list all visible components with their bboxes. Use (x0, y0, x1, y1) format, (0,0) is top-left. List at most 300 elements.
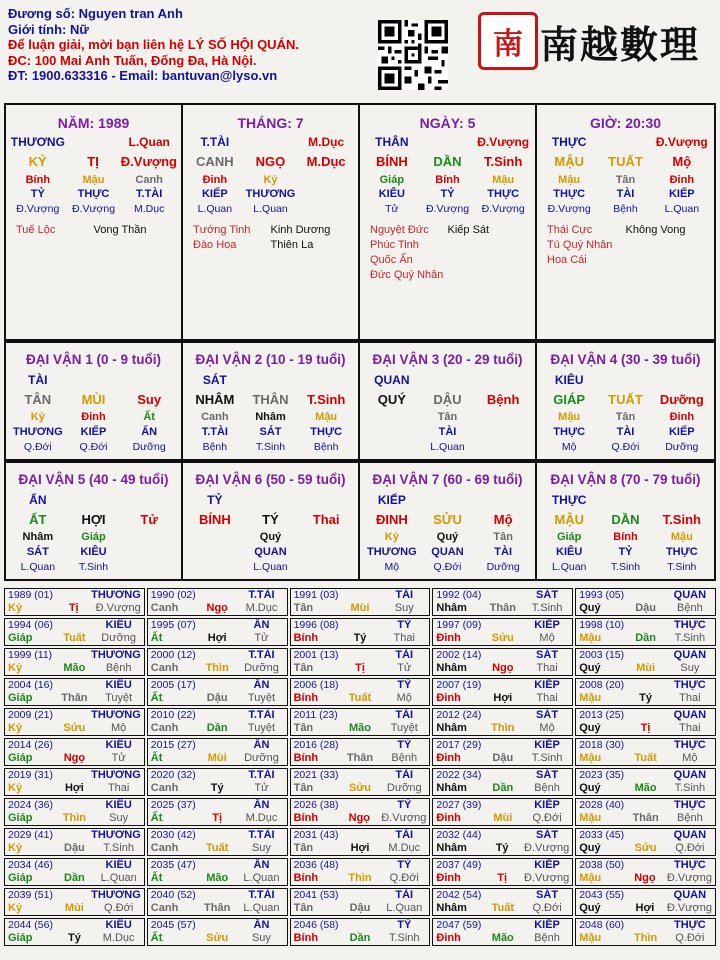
dv-hidden-god-value: SÁT (259, 426, 282, 438)
stem-branch (537, 151, 714, 173)
dv-hidden-stem-value: Mậu (315, 411, 338, 423)
hidden-stem-value: Tân (615, 174, 636, 186)
year-line2 (294, 632, 427, 645)
year-branch: Tý (67, 932, 81, 944)
year-phase: Mộ (539, 722, 555, 734)
hidden-god-value: THƯƠNG (245, 188, 296, 200)
year-line2 (151, 752, 284, 765)
year-line2 (8, 812, 141, 825)
year-phase: Q.Đới (675, 932, 705, 944)
year-phase: Bệnh (391, 752, 418, 764)
year-stem: Mậu (579, 932, 602, 944)
ten-god-value (243, 133, 299, 151)
dv-god-value (420, 370, 476, 390)
year-god: KIÊU (105, 859, 132, 871)
dv-life-phase (6, 560, 181, 574)
year-god: T.TÀI (248, 889, 275, 901)
year-label: 2042 (54) (436, 889, 482, 901)
year-stem: Nhâm (436, 902, 467, 914)
year-cell (432, 618, 573, 646)
year-phase: M.Dục (245, 812, 278, 824)
year-god: SÁT (536, 769, 559, 781)
year-line2 (8, 602, 141, 615)
year-stem: Ất (150, 752, 163, 764)
year-line2 (8, 752, 141, 765)
dv-god-value (654, 490, 710, 510)
year-phase: T.Sinh (531, 602, 563, 614)
ten-god-value: THÂN (375, 135, 409, 149)
address: ĐC: 100 Mai Anh Tuấn, Đống Đa, Hà Nội. (8, 52, 257, 68)
life-phase-value: Đ.Vượng (425, 203, 470, 215)
year-phase: Q.Đới (675, 842, 705, 854)
year-phase: Mộ (682, 752, 698, 764)
year-line1 (579, 769, 712, 782)
year-label: 1990 (02) (150, 589, 196, 601)
ten-god-value (420, 133, 476, 151)
year-branch: Sửu (63, 722, 86, 734)
year-line2 (294, 842, 427, 855)
year-cell (147, 648, 288, 676)
dv-life-phase-value: T.Sinh (610, 561, 641, 573)
life-phase-value: Bệnh (613, 203, 638, 215)
year-line2 (8, 692, 141, 705)
year-cell (432, 858, 573, 886)
year-phase: Bệnh (534, 782, 560, 794)
dv-life-phase (537, 560, 714, 574)
dv-god-value (298, 490, 354, 510)
year-stem: Canh (150, 902, 179, 914)
year-line1 (294, 829, 427, 842)
year-line1 (8, 889, 141, 902)
year-phase: L.Quan (100, 872, 137, 884)
year-cell (290, 648, 431, 676)
year-stem: Nhâm (436, 842, 467, 854)
year-line2 (294, 782, 427, 795)
dv-god-value (66, 490, 122, 510)
year-god: TỶ (397, 919, 412, 931)
stem-branch-value: Mộ (672, 154, 692, 169)
pillar-title: THÁNG: 7 (237, 115, 304, 131)
year-phase: Dưỡng (101, 632, 137, 644)
year-line1 (436, 589, 569, 602)
year-line2 (579, 812, 712, 825)
year-label: 2039 (51) (8, 889, 53, 901)
year-label: 2025 (37) (150, 799, 196, 811)
life-phase-value: Đ.Vượng (481, 203, 525, 215)
year-stem: Ất (150, 812, 163, 824)
year-label: 2028 (40) (579, 799, 625, 811)
year-line2 (436, 602, 569, 615)
dv-god-value (66, 370, 122, 390)
dv-god (183, 370, 358, 390)
year-line2 (579, 632, 712, 645)
year-cell (290, 828, 431, 856)
year-line2 (8, 782, 141, 795)
dv-life-phase (360, 560, 535, 574)
year-label: 1992 (04) (436, 589, 482, 601)
year-line1 (436, 829, 569, 842)
year-cell (575, 768, 716, 796)
dv-hidden-god (537, 425, 714, 440)
year-stem: Kỷ (8, 902, 23, 914)
dv-life-phase-value (187, 560, 243, 574)
dv-hidden-stem-value: Giáp (81, 531, 106, 543)
ten-god-value: Đ.Vượng (655, 135, 708, 149)
star-item: Quốc Ấn (370, 254, 413, 266)
dv-hidden-god-value (364, 425, 420, 440)
hidden-stem-value: Đinh (669, 174, 695, 186)
dv-life-phase-value: Q.Đới (433, 561, 462, 573)
year-god: QUAN (673, 709, 707, 721)
year-branch: Mão (634, 782, 657, 794)
dv-hidden-god (183, 545, 358, 560)
year-line2 (294, 602, 427, 615)
year-stem: Đinh (436, 752, 461, 764)
year-cell (147, 888, 288, 916)
dv-stem-branch (6, 390, 181, 410)
stem-branch-value: TỊ (87, 154, 99, 169)
dv-stem-branch-value: TÂN (24, 392, 52, 407)
year-phase: Đ.Vượng (95, 602, 141, 614)
year-phase: Mộ (396, 692, 412, 704)
year-god: ẤN (253, 739, 270, 751)
year-line1 (294, 859, 427, 872)
dv-hidden-god-value: KIÊU (556, 546, 583, 558)
year-god: THƯƠNG (91, 649, 141, 661)
dv-hidden-god-value: KIẾP (80, 426, 107, 438)
year-stem: Bính (293, 692, 319, 704)
year-stem: Nhâm (436, 722, 467, 734)
hidden-god-value (298, 187, 354, 201)
dv-hidden-stem (183, 530, 358, 545)
year-phase: Q.Đới (104, 902, 134, 914)
year-cell (4, 708, 145, 736)
dv-life-phase-value: L.Quan (20, 561, 56, 573)
year-label: 2040 (52) (150, 889, 196, 901)
year-label: 2007 (19) (436, 679, 482, 691)
year-cell (4, 648, 145, 676)
dv-hidden-god-value: TỶ (618, 546, 633, 558)
dv-hidden-god (183, 425, 358, 440)
dv-hidden-stem-value: Kỷ (384, 531, 399, 543)
year-line1 (436, 799, 569, 812)
year-god: QUAN (673, 769, 707, 781)
year-line1 (8, 769, 141, 782)
dv-hidden-stem-value: Mậu (670, 531, 693, 543)
year-label: 2038 (50) (579, 859, 625, 871)
year-cell (575, 858, 716, 886)
dv-stem-branch-value: MẬU (554, 512, 584, 527)
hidden-god-value: KIÊU (378, 188, 405, 200)
year-stem: Ất (150, 692, 163, 704)
dai-van-title: ĐẠI VẬN 2 (10 - 19 tuổi) (195, 352, 346, 367)
life-phase-value: Tử (385, 203, 399, 215)
year-branch: Tuất (634, 752, 657, 764)
year-branch: Tý (495, 842, 509, 854)
hidden-god-value: THỰC (487, 188, 520, 200)
star-item (448, 253, 526, 268)
year-branch: Tị (355, 662, 365, 674)
year-branch: Hợi (207, 632, 227, 644)
dv-life-phase (183, 440, 358, 454)
year-line2 (151, 602, 284, 615)
pillar-title: NĂM: 1989 (57, 115, 130, 131)
dv-life-phase-value: Bệnh (313, 441, 339, 453)
year-label: 2033 (45) (579, 829, 625, 841)
year-label: 1996 (08) (293, 619, 339, 631)
dai-van-title: ĐẠI VẬN 6 (50 - 59 tuổi) (195, 472, 346, 487)
contact-invite: Để luận giải, mời bạn liên hệ LÝ SỐ HỘI QUÁN. (8, 37, 299, 52)
dv-god (537, 370, 714, 390)
dv-god-value (121, 370, 177, 390)
year-god: KIẾP (534, 859, 560, 871)
year-god: TỶ (397, 859, 412, 871)
year-label: 2036 (48) (293, 859, 339, 871)
year-cell (575, 708, 716, 736)
year-line1 (151, 709, 284, 722)
year-line1 (579, 799, 712, 812)
dv-hidden-god-value (475, 425, 531, 440)
year-god: KIÊU (105, 799, 132, 811)
dv-stem-branch-value: SỬU (433, 512, 462, 527)
year-line1 (8, 679, 141, 692)
year-god: TỶ (397, 619, 412, 631)
year-line1 (151, 859, 284, 872)
year-stem: Tân (293, 902, 314, 914)
dv-life-phase (183, 560, 358, 574)
dv-life-phase-value (298, 560, 354, 574)
year-cell (575, 798, 716, 826)
hidden-god (537, 187, 714, 201)
year-line1 (294, 709, 427, 722)
year-branch: Dần (206, 722, 228, 734)
hidden-stem-value: Mậu (492, 174, 515, 186)
year-label: 2002 (14) (436, 649, 482, 661)
year-branch: Hợi (64, 782, 84, 794)
dai-van-cell (6, 343, 183, 459)
year-line1 (294, 619, 427, 632)
dv-god-value (475, 370, 531, 390)
year-line2 (151, 692, 284, 705)
dv-hidden-god-value: QUAN (431, 546, 464, 558)
year-god: TÀI (395, 829, 414, 841)
dv-god-value (597, 370, 653, 390)
dv-hidden-god-value: KIÊU (80, 546, 107, 558)
year-label: 2009 (21) (8, 709, 53, 721)
year-phase: Thai (536, 692, 558, 704)
year-line1 (151, 769, 284, 782)
year-branch: Dậu (492, 752, 514, 764)
year-cell (290, 858, 431, 886)
year-line2 (151, 932, 284, 945)
dv-stem-branch-value: Suy (137, 392, 162, 407)
year-line1 (151, 739, 284, 752)
year-label: 1989 (01) (8, 589, 53, 601)
year-branch: Tị (68, 602, 79, 614)
year-phase: Đ.Vượng (524, 842, 570, 854)
year-line2 (579, 692, 712, 705)
year-line2 (294, 932, 427, 945)
year-line1 (151, 799, 284, 812)
star-item: Đức Quý Nhân (370, 269, 444, 281)
dv-god-value (243, 370, 299, 390)
year-stem: Đinh (436, 932, 461, 944)
year-god: ẤN (253, 619, 270, 631)
year-cell (147, 618, 288, 646)
year-cell (575, 648, 716, 676)
year-line2 (436, 932, 569, 945)
year-line2 (579, 722, 712, 735)
year-stem: Bính (293, 632, 319, 644)
year-cell (575, 618, 716, 646)
year-phase: L.Quan (386, 902, 423, 914)
life-phase (183, 201, 358, 217)
year-branch: Dậu (64, 842, 85, 854)
year-cell (432, 738, 573, 766)
ten-god-value: T.TÀI (200, 135, 230, 149)
dv-hidden-stem (360, 530, 535, 545)
year-line1 (436, 919, 569, 932)
dv-hidden-stem-value (187, 530, 243, 545)
dv-hidden-stem-value: Quý (436, 531, 459, 543)
year-line2 (8, 632, 141, 645)
year-branch: Tị (497, 872, 507, 884)
year-line1 (436, 739, 569, 752)
year-label: 2044 (56) (8, 919, 53, 931)
year-phase: Đ.Vượng (381, 812, 427, 824)
year-stem: Bính (293, 812, 319, 824)
year-god: T.TÀI (248, 829, 275, 841)
year-cell (575, 738, 716, 766)
dai-van-cell (537, 463, 714, 579)
year-phase: Bệnh (677, 812, 703, 824)
year-line2 (436, 782, 569, 795)
year-phase: Q.Đới (532, 812, 562, 824)
dv-stem-branch (360, 510, 535, 530)
year-cell (147, 858, 288, 886)
year-god: TỶ (397, 739, 412, 751)
hidden-god-value: KIẾP (201, 188, 228, 200)
year-line2 (8, 932, 141, 945)
year-cell (432, 678, 573, 706)
dv-hidden-stem-value: Canh (201, 411, 229, 423)
ten-god (537, 133, 714, 151)
hidden-stem-value: Mậu (558, 174, 581, 186)
dv-hidden-stem-value: Giáp (556, 531, 582, 543)
year-line2 (436, 812, 569, 825)
star-item (626, 253, 705, 268)
dv-hidden-god-value: THỰC (310, 426, 343, 438)
year-stem: Ất (150, 632, 163, 644)
year-stem: Đinh (436, 812, 461, 824)
year-line2 (294, 662, 427, 675)
year-phase: Bệnh (677, 602, 703, 614)
year-line1 (436, 679, 569, 692)
dv-stem-branch-value: TÝ (262, 512, 279, 527)
year-line1 (436, 769, 569, 782)
year-stem: Mậu (579, 812, 602, 824)
year-stem: Canh (150, 602, 179, 614)
year-label: 2037 (49) (436, 859, 482, 871)
year-cell (432, 648, 573, 676)
year-label: 2003 (15) (579, 649, 625, 661)
dai-van-cell (6, 463, 183, 579)
qr-code-icon[interactable] (378, 20, 448, 90)
year-line1 (436, 649, 569, 662)
year-label: 2034 (46) (8, 859, 53, 871)
star-item: Vong Thần (93, 224, 147, 236)
year-cell (575, 888, 716, 916)
dv-god (6, 370, 181, 390)
dai-van-title: ĐẠI VẬN 4 (30 - 39 tuổi) (550, 352, 701, 367)
year-stem: Canh (150, 842, 179, 854)
dv-hidden-stem (6, 410, 181, 425)
year-cell (290, 678, 431, 706)
dv-hidden-god-value: THỰC (665, 546, 698, 558)
pillar-cell (537, 105, 714, 339)
year-god: THƯƠNG (91, 829, 141, 841)
star-item (626, 238, 705, 253)
year-branch: Mùi (636, 662, 656, 674)
year-phase: Tử (111, 752, 126, 764)
year-label: 2026 (38) (293, 799, 339, 811)
life-phase (537, 201, 714, 217)
dv-life-phase-value: T.Sinh (667, 561, 697, 573)
year-line1 (294, 589, 427, 602)
year-branch: Dậu (635, 602, 656, 614)
year-branch: Dậu (206, 692, 228, 704)
ten-god-value: Đ.Vượng (477, 135, 530, 149)
dv-hidden-god-value: THỰC (553, 426, 586, 438)
year-line2 (151, 782, 284, 795)
year-stem: Nhâm (436, 782, 467, 794)
year-cell (432, 588, 573, 616)
hidden-god (183, 187, 358, 201)
year-god: SÁT (536, 829, 559, 841)
year-branch: Thân (204, 902, 231, 914)
year-phase: L.Quan (243, 902, 280, 914)
year-label: 2014 (26) (8, 739, 53, 751)
year-label: 2045 (57) (150, 919, 196, 931)
year-line1 (579, 919, 712, 932)
year-god: TÀI (395, 709, 414, 721)
year-god: KIÊU (105, 919, 132, 931)
year-line2 (8, 662, 141, 675)
year-line1 (8, 589, 141, 602)
year-label: 2029 (41) (8, 829, 53, 841)
year-stem: Canh (150, 782, 179, 794)
hidden-stem-value: Giáp (379, 174, 405, 186)
dv-hidden-god (6, 425, 181, 440)
year-god: KIẾP (534, 739, 560, 751)
dv-life-phase-value: L.Quan (551, 561, 587, 573)
stem-branch-value: Đ.Vượng (120, 154, 177, 169)
dv-hidden-stem (360, 410, 535, 425)
life-phase-value: Đ.Vượng (16, 203, 60, 215)
year-line2 (294, 722, 427, 735)
year-line2 (579, 932, 712, 945)
star-item: Tú Quý Nhân (547, 239, 613, 251)
dv-stem-branch-value: Tử (140, 512, 158, 527)
year-line1 (579, 589, 712, 602)
year-line2 (8, 902, 141, 915)
dv-life-phase-value (121, 560, 177, 574)
year-branch: Mão (348, 722, 371, 734)
year-cell (147, 678, 288, 706)
year-line1 (294, 919, 427, 932)
stem-branch-value: CANH (196, 154, 234, 169)
dv-stem-branch-value: T.Sinh (307, 392, 346, 407)
